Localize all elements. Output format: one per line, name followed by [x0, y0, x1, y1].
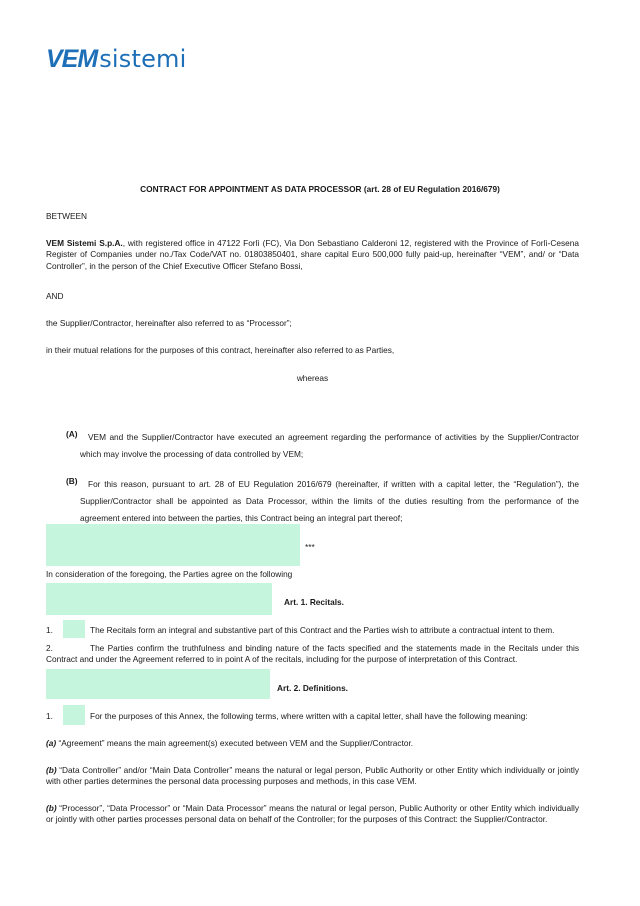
recital-b-text — [80, 476, 579, 527]
recital-a-body: VEM and the Supplier/Contractor have executed an agreement regarding the performance of activities by the Supplier/Contractor which may involve the processing of data controlled by VEM; — [80, 432, 579, 459]
art1-item1-num: 1. — [46, 625, 53, 635]
and-label: AND — [46, 291, 64, 301]
party1-name: VEM Sistemi S.p.A. — [46, 238, 123, 248]
separator-stars: *** — [305, 542, 315, 552]
document-title: CONTRACT FOR APPOINTMENT AS DATA PROCESSOR (art. 28 of EU Regulation 2016/679) — [140, 184, 500, 194]
highlight-block-2 — [46, 583, 272, 615]
highlight-block-3 — [63, 620, 85, 638]
art1-item1-text: The Recitals form an integral and substantive part of this Contract and the Parties wish to attribute a contractual intent to them. — [90, 625, 555, 635]
between-label: BETWEEN — [46, 211, 88, 221]
art1-item2-text: The Parties confirm the truthfulness and binding nature of the facts specified and the statements made in the Recitals under this Contract and under the Agreement referred to in point A of the recitals, including for the purpose of interpretation of this Contract. — [46, 643, 579, 665]
vem-sistemi-logo — [46, 42, 187, 77]
art2-item1-text: For the purposes of this Annex, the following terms, where written with a capital letter, shall have the following meaning: — [90, 711, 528, 721]
logo-mark: VEM — [46, 45, 98, 73]
def-b2 — [46, 803, 579, 826]
def-b2-label: (b) — [46, 803, 57, 813]
highlight-block-5 — [63, 705, 85, 725]
logo-text: sistemi — [99, 44, 187, 73]
def-b1 — [46, 765, 579, 788]
party1-text: , with registered office in 47122 Forlì (FC), Via Don Sebastiano Calderoni 12, registered with the Province of Forlì-Cesena Register of Companies under no./Tax Code/VAT no. 01803850401, share capital Euro 500,000 fully paid-up, hereinafter “VEM”, and/ or “Data Controller”, in the person of the Chief Executive Officer Stefano Bossi, — [46, 238, 579, 271]
mutual-paragraph: in their mutual relations for the purposes of this contract, hereinafter also referred to as Parties, — [46, 345, 395, 355]
recital-a-text — [80, 429, 579, 463]
def-b1-text: “Data Controller” and/or “Main Data Controller” means the natural or legal person, Public Authority or other Entity which individually or jointly with other parties determines the personal data processing purposes and methods, in this case VEM. — [46, 765, 580, 787]
def-a — [46, 738, 579, 749]
party2-paragraph: the Supplier/Contractor, hereinafter also referred to as “Processor”; — [46, 318, 292, 328]
art1-title: Art. 1. Recitals. — [284, 597, 344, 607]
consideration-paragraph: In consideration of the foregoing, the Parties agree on the following — [46, 569, 293, 579]
recital-a-label: (A) — [66, 429, 78, 439]
def-a-text: “Agreement” means the main agreement(s) executed between VEM and the Supplier/Contractor. — [58, 738, 414, 748]
highlight-block-1 — [46, 524, 300, 566]
recital-b-label: (B) — [66, 476, 78, 486]
party1-paragraph — [46, 238, 579, 272]
def-a-label: (a) — [46, 738, 57, 748]
whereas-label: whereas — [296, 373, 329, 383]
highlight-block-4 — [46, 669, 270, 699]
art2-title: Art. 2. Definitions. — [277, 683, 348, 693]
art2-item1-num: 1. — [46, 711, 53, 721]
art1-item2-num: 2. — [46, 643, 53, 653]
def-b2-text: “Processor”, “Data Processor” or “Main Data Processor” means the natural or legal person, Public Authority or other Entity which individually or jointly with other parties processes personal data on behalf of the Controller; for the purposes of this Contract: the Supplier/Contractor. — [46, 803, 579, 825]
recital-b-body: For this reason, pursuant to art. 28 of EU Regulation 2016/679 (hereinafter, if written with a capital letter, the “Regulation”), the Supplier/Contractor shall be appointed as Data Processor, within the limits of the duties resulting from the performance of the agreement entered into between the parties, this Contract being an integral part thereof; — [80, 479, 579, 523]
def-b1-label: (b) — [46, 765, 57, 775]
